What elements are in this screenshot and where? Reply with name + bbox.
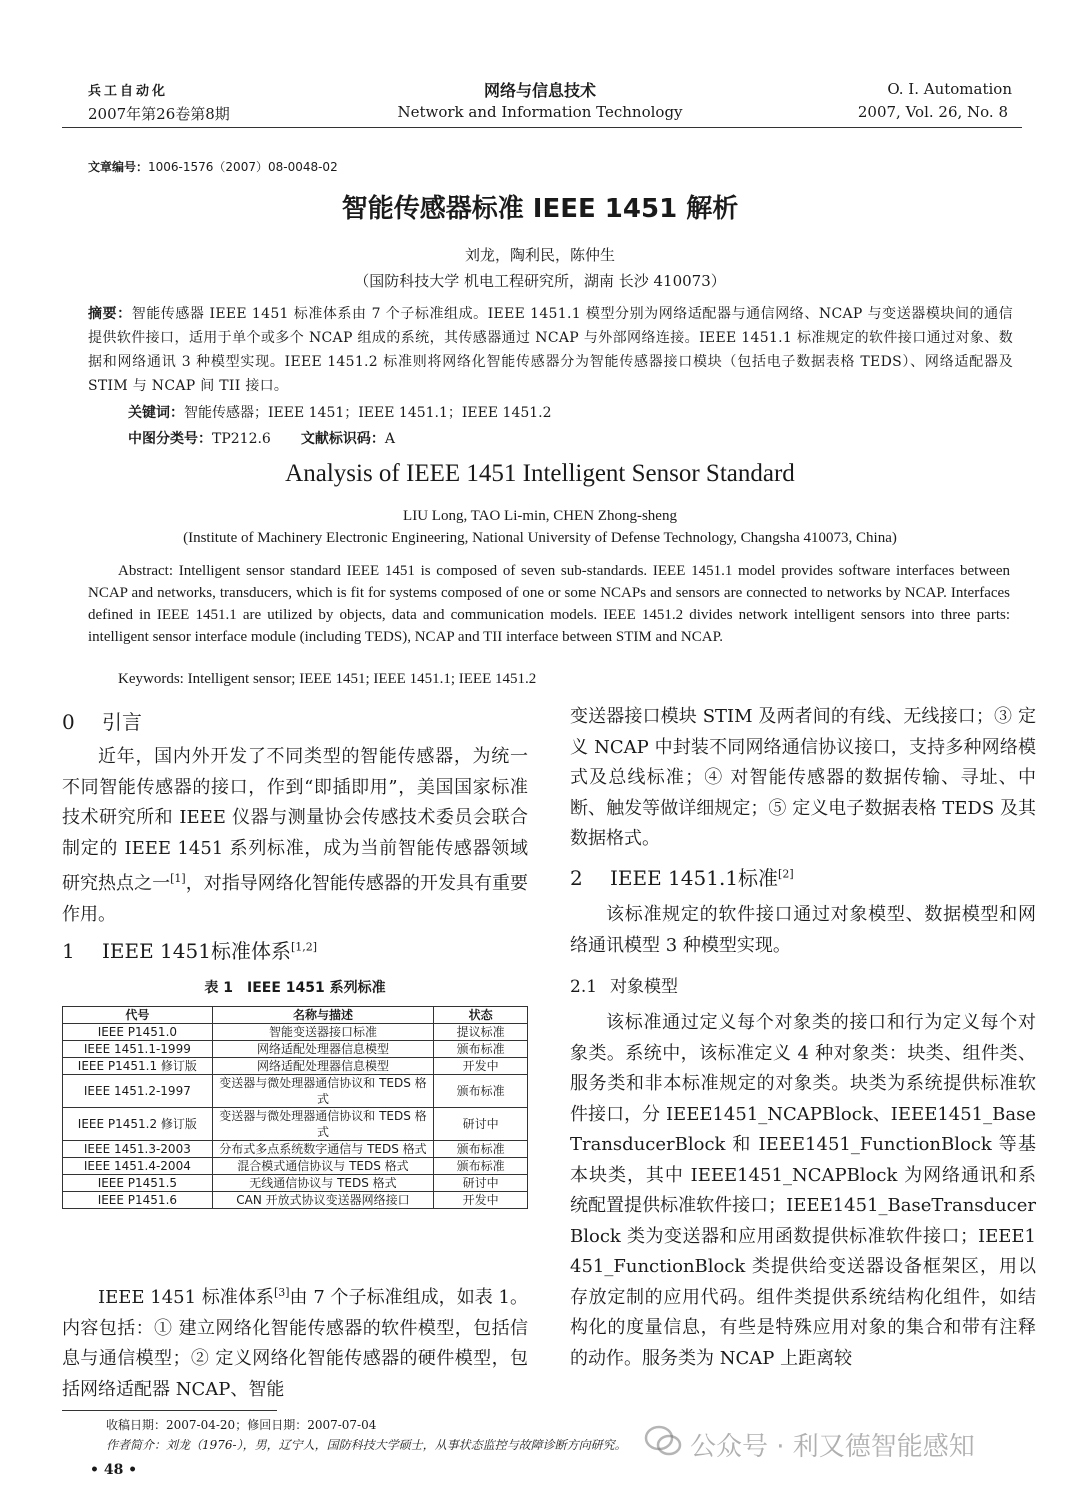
affiliation-en: (Institute of Machinery Electronic Engineering, National University of Defense Technology, Changsha 410073, China) xyxy=(183,530,897,546)
table-cell: 智能变送器接口标准 xyxy=(212,1024,433,1041)
table-cell: CAN 开放式协议变送器网络接口 xyxy=(212,1192,433,1209)
right-column-paragraph: 变送器接口模块 STIM 及两者间的有线、无线接口；③ 定义 NCAP 中封装不同网络通信协议接口，支持多种网络模式及总线标准；④ 对智能传感器的数据传输、寻址、中断、触发等做详细规定；⑤ 定义电子数据表格 TEDS 及其数据格式。 xyxy=(570,706,1036,849)
table-cell: IEEE 1451.2-1997 xyxy=(63,1075,213,1108)
authors-en: LIU Long, TAO Li-min, CHEN Zhong-sheng xyxy=(403,508,677,524)
wechat-icon xyxy=(644,1424,682,1458)
classification-cn: 中图分类号：TP212.6 文献标识码：A xyxy=(128,431,395,447)
table-row xyxy=(63,1141,528,1158)
section-2-1-paragraph: 该标准通过定义每个对象类的接口和行为定义每个对象类。系统中，该标准定义 4 种对象类：块类、组件类、服务类和非本标准规定的对象类。块类为系统提供标准软件接口，分 IEEE1451_NCAPBlock、IEEE1451_BaseTransducerBlock 和 IEEE1451_FunctionBlock 等基本块类，其中 IEEE1451_NCAPBlock 为网络通讯和系统配置提供标准软件接口；IEEE1451_BaseTransducerBlock 类为变送器和应用函数提供标准软件接口；IEEE1451_FunctionBlock 类提供给变送器设备框架区，用以存放定制的应用代码。组件类提供系统结构化组件，如结构化的度量信息，有些是特殊应用对象的集合和带有注释的动作。服务类为 NCAP 上距离较 xyxy=(570,1012,1036,1369)
section-2-heading: 2 IEEE 1451.1标准[2] xyxy=(570,866,794,890)
table-header-cell: 代号 xyxy=(63,1007,213,1024)
table-row xyxy=(63,1108,528,1141)
table-header-row xyxy=(63,1007,528,1024)
table-1-caption: 表 1 IEEE 1451 系列标准 xyxy=(204,980,386,996)
section-title-cn: 网络与信息技术 xyxy=(483,81,596,100)
section-0-paragraph: 近年，国内外开发了不同类型的智能传感器，为统一不同智能传感器的接口，作到“即插即用”，美国国家标准技术研究所和 IEEE 仪器与测量协会传感技术委员会联合制定的 IEEE 1451 系列标准，成为当前智能传感器领域研究热点之一[1]，对指导网络化智能传感器的开发具有重要作用。 xyxy=(62,746,529,925)
table-cell: IEEE 1451.1-1999 xyxy=(63,1041,213,1058)
article-number: 文章编号：1006-1576（2007）08-0048-02 xyxy=(88,160,338,174)
table-row xyxy=(63,1192,528,1209)
page-number: • 48 • xyxy=(90,1462,138,1478)
journal-name-en: O. I. Automation xyxy=(887,80,1012,98)
section-1-heading: 1 IEEE 1451标准体系[1,2] xyxy=(62,939,318,963)
table-1 xyxy=(62,1006,528,1209)
table-row xyxy=(63,1158,528,1175)
table-header-cell: 名称与描述 xyxy=(212,1007,433,1024)
table-cell: IEEE P1451.1 修订版 xyxy=(63,1058,213,1075)
table-cell: 颁布标准 xyxy=(434,1141,528,1158)
paper-title-en: Analysis of IEEE 1451 Intelligent Sensor Standard xyxy=(285,460,795,487)
table-cell: 变送器与微处理器通信协议和 TEDS 格式 xyxy=(212,1108,433,1141)
table-cell: IEEE P1451.2 修订版 xyxy=(63,1108,213,1141)
table-row xyxy=(63,1175,528,1192)
table-cell: 研讨中 xyxy=(434,1175,528,1192)
authors-cn: 刘龙，陶利民，陈仲生 xyxy=(464,246,615,264)
table-cell: IEEE P1451.6 xyxy=(63,1192,213,1209)
footnote-rule xyxy=(62,1410,277,1411)
table-row xyxy=(63,1058,528,1075)
table-cell: 研讨中 xyxy=(434,1108,528,1141)
table-cell: 开发中 xyxy=(434,1058,528,1075)
table-cell: IEEE 1451.3-2003 xyxy=(63,1141,213,1158)
table-cell: 混合模式通信协议与 TEDS 格式 xyxy=(212,1158,433,1175)
journal-issue-en: 2007, Vol. 26, No. 8 xyxy=(857,103,1008,121)
section-0-heading: 0 引言 xyxy=(62,710,142,734)
table-cell: 分布式多点系统数字通信与 TEDS 格式 xyxy=(212,1141,433,1158)
table-cell: 提议标准 xyxy=(434,1024,528,1041)
table-cell: 变送器与微处理器通信协议和 TEDS 格式 xyxy=(212,1075,433,1108)
table-cell: 无线通信协议与 TEDS 格式 xyxy=(212,1175,433,1192)
table-cell: 网络适配处理器信息模型 xyxy=(212,1041,433,1058)
table-cell: 颁布标准 xyxy=(434,1041,528,1058)
table-row xyxy=(63,1024,528,1041)
section-2-paragraph: 该标准规定的软件接口通过对象模型、数据模型和网络通讯模型 3 种模型实现。 xyxy=(570,904,1036,956)
section-title-en: Network and Information Technology xyxy=(397,103,683,121)
table-header-cell: 状态 xyxy=(434,1007,528,1024)
table-cell: 颁布标准 xyxy=(434,1158,528,1175)
journal-name-cn: 兵工自动化 xyxy=(88,84,169,99)
abstract-en: Abstract: Intelligent sensor standard IEEE 1451 is composed of seven sub-standards. IEEE 1451.1 model provides software interfaces between NCAP and networks, transducers, which is fit for systems composed of one or some NCAPs and sensors are connected to networks by NCAP. Interfaces defined in IEEE 1451.1 are utilized by objects, data and communication models. IEEE 1451.2 divides network intelligent sensors into three parts: intelligent sensor interface module (including TEDS), NCAP and TII interface between STIM and NCAP. xyxy=(88,563,1010,645)
table-cell: IEEE P1451.5 xyxy=(63,1175,213,1192)
keywords-cn: 关键词：智能传感器；IEEE 1451；IEEE 1451.1；IEEE 1451.2 xyxy=(128,405,552,421)
watermark: 公众号 · 利又德智能感知 xyxy=(690,1432,975,1462)
section-1-paragraph: IEEE 1451 标准体系[3]由 7 个子标准组成，如表 1。内容包括：① 建立网络化智能传感器的软件模型，包括信息与通信模型；② 定义网络化智能传感器的硬件模型，包括网络适配器 NCAP、智能 xyxy=(62,1286,528,1400)
paper-title-cn: 智能传感器标准 IEEE 1451 解析 xyxy=(341,194,739,224)
footnote-dates: 收稿日期：2007-04-20；修回日期：2007-07-04 xyxy=(106,1418,377,1432)
table-row xyxy=(63,1075,528,1108)
affiliation-cn: （国防科技大学 机电工程研究所，湖南 长沙 410073） xyxy=(354,272,726,290)
section-2-1-heading: 2.1 对象模型 xyxy=(570,977,678,997)
table-cell: 网络适配处理器信息模型 xyxy=(212,1058,433,1075)
journal-issue-cn: 2007年第26卷第8期 xyxy=(88,105,230,123)
table-cell: IEEE P1451.0 xyxy=(63,1024,213,1041)
table-row xyxy=(63,1041,528,1058)
abstract-cn: 摘要：智能传感器 IEEE 1451 标准体系由 7 个子标准组成。IEEE 1451.1 模型分别为网络适配器与通信网络、NCAP 与变送器模块间的通信提供软件接口，适用于单个或多个 NCAP 组成的系统，其传感器通过 NCAP 与外部网络连接。IEEE 1451.1 标准规定的软件接口通过对象、数据和网络通讯 3 种模型实现。IEEE 1451.2 标准则将网络化智能传感器分为智能传感器接口模块（包括电子数据表格 TEDS）、网络适配器及 STIM 与 NCAP 间 TII 接口。 xyxy=(88,306,1013,394)
table-cell: 颁布标准 xyxy=(434,1075,528,1108)
footnote-author-bio: 作者简介：刘龙（1976-），男，辽宁人，国防科技大学硕士，从事状态监控与故障诊断方向研究。 xyxy=(106,1438,627,1452)
table-cell: 开发中 xyxy=(434,1192,528,1209)
keywords-en: Keywords: Intelligent sensor; IEEE 1451; IEEE 1451.1; IEEE 1451.2 xyxy=(118,671,537,687)
table-cell: IEEE 1451.4-2004 xyxy=(63,1158,213,1175)
header-rule xyxy=(62,127,1022,128)
